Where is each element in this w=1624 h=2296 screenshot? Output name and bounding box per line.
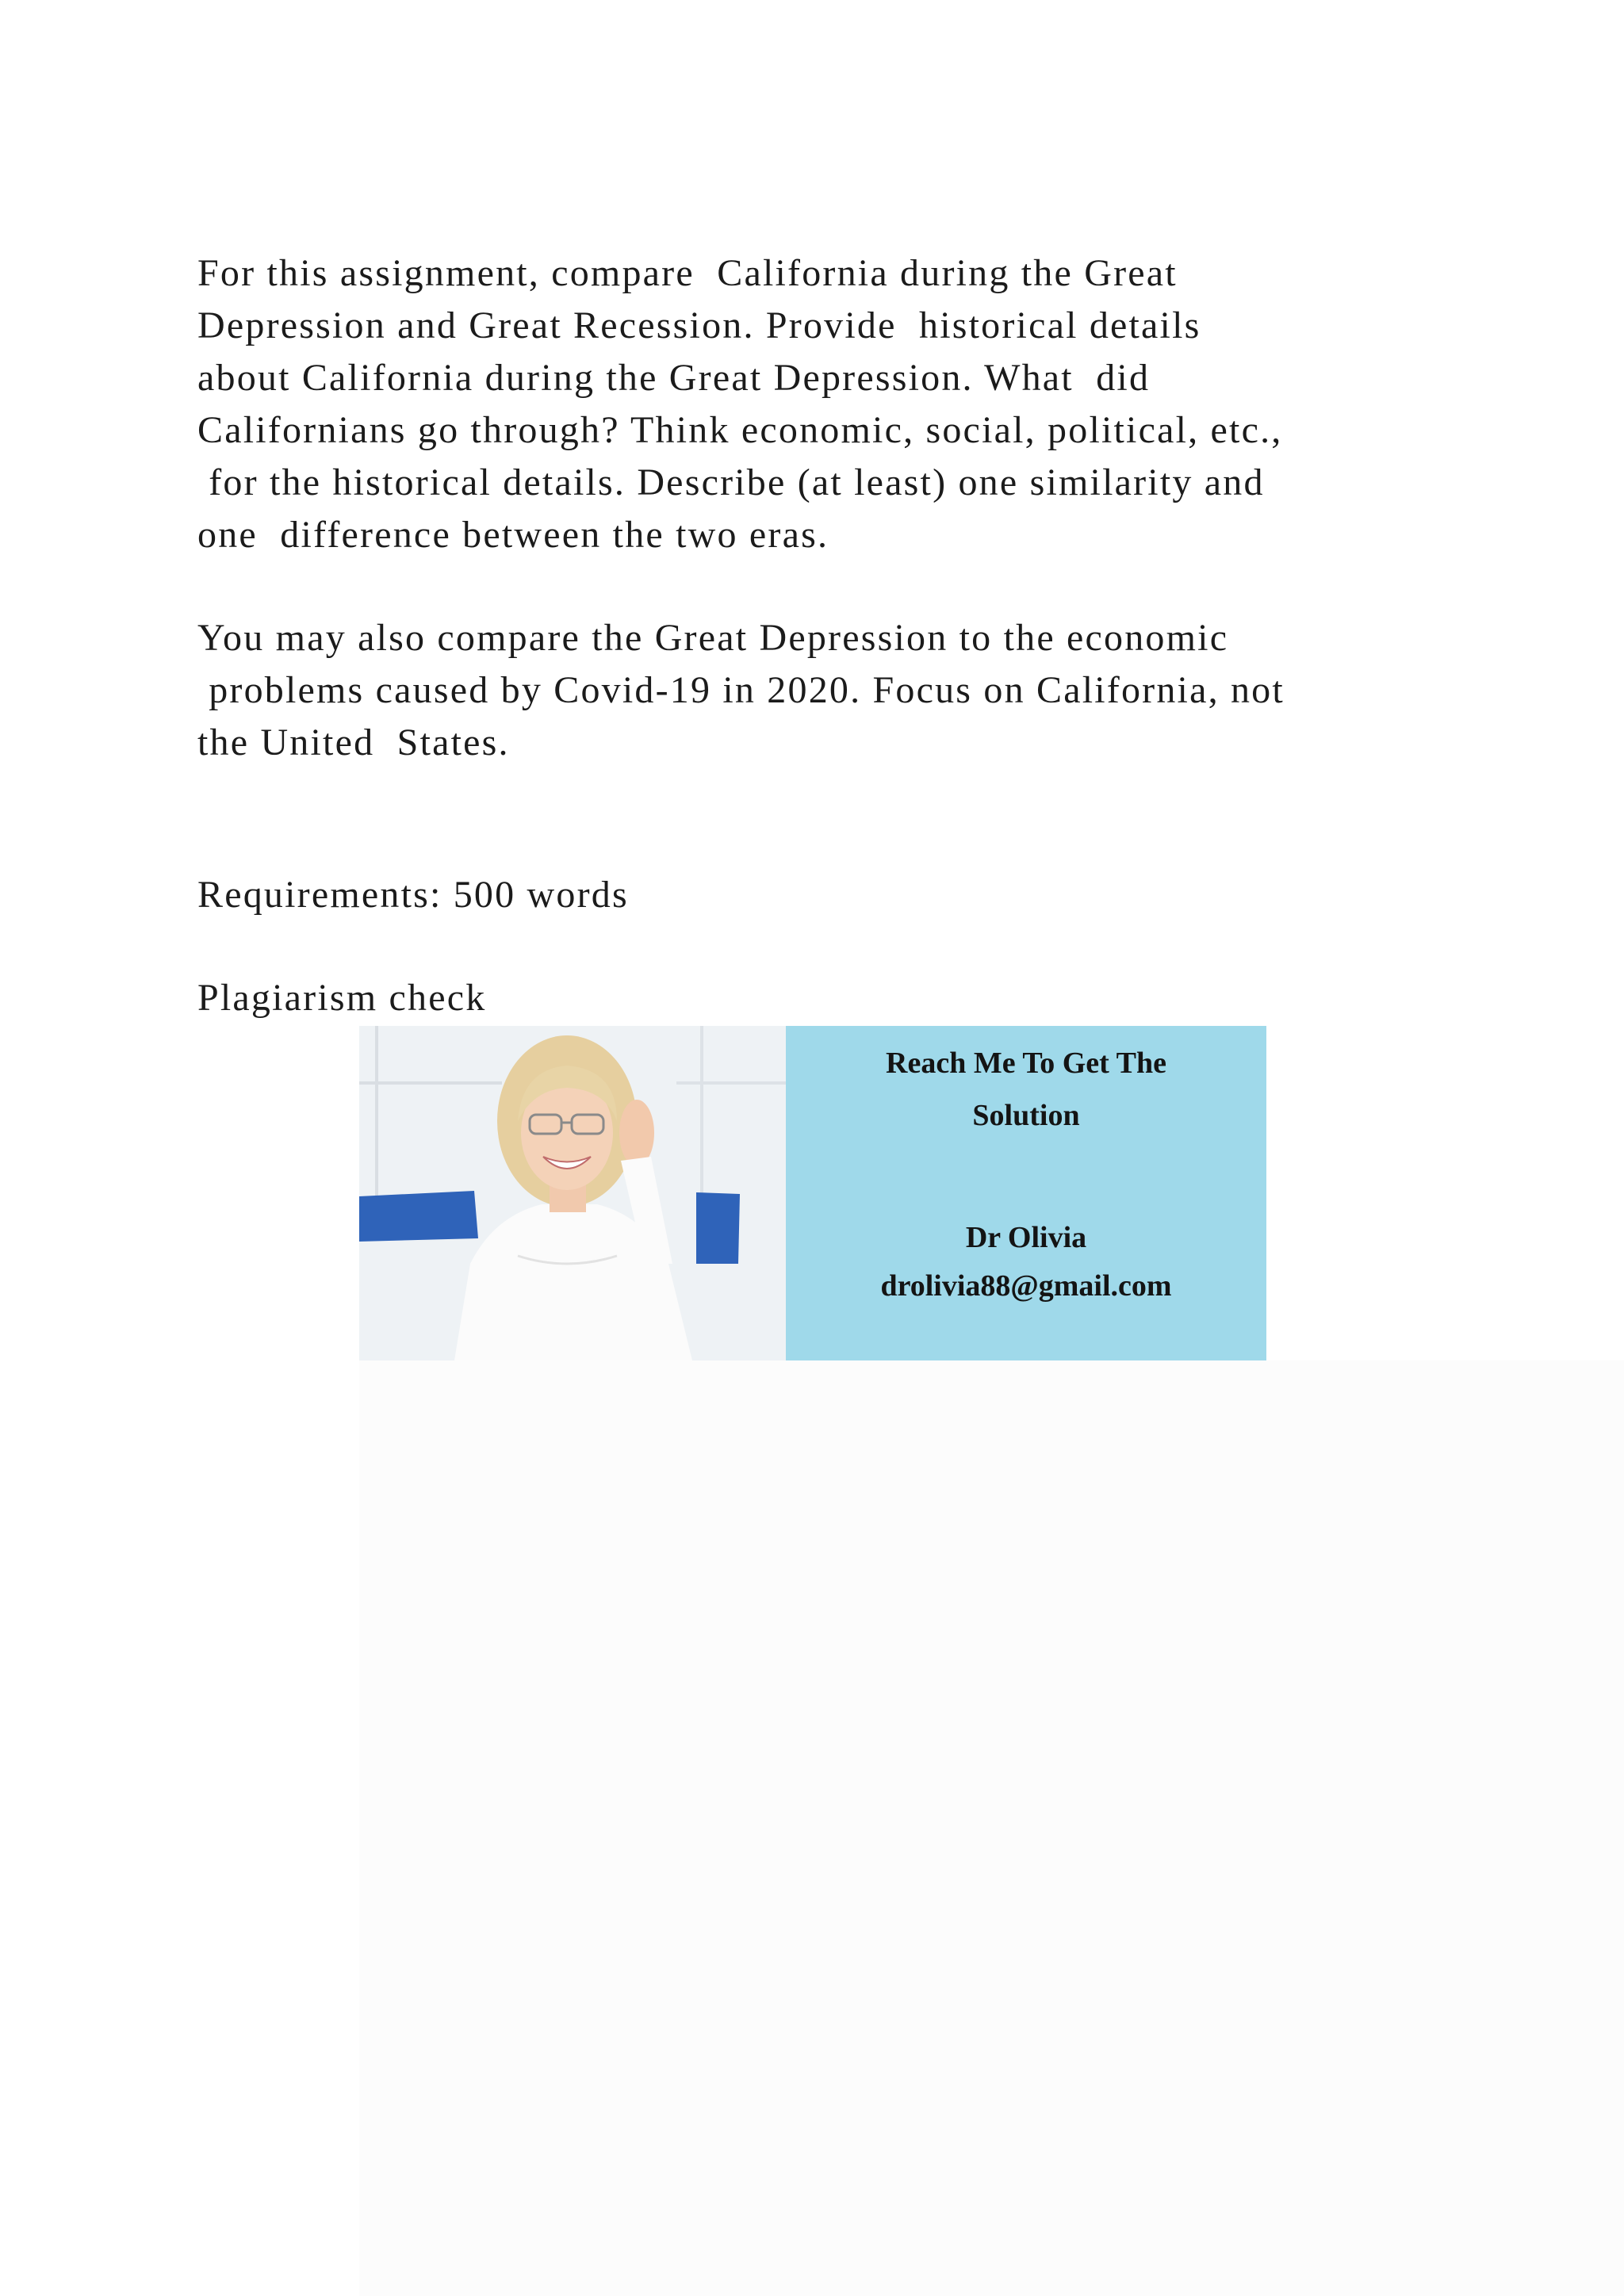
contact-banner — [359, 1026, 1266, 1360]
paragraph-1-line-6: one difference between the two eras. — [197, 514, 829, 556]
paragraph-1-line-1: For this assignment, compare California during the Great — [197, 252, 1178, 294]
paragraph-1-line-5: for the historical details. Describe (at least) one similarity and — [197, 461, 1265, 503]
paragraph-2-line-1: You may also compare the Great Depression to the economic — [197, 617, 1229, 659]
contact-info-panel — [786, 1026, 1266, 1360]
paragraph-1-line-4: Californians go through? Think economic, social, political, etc., — [197, 409, 1283, 451]
page-background-tint — [359, 1360, 1624, 2296]
paragraph-1-line-3: about California during the Great Depression. What did — [197, 357, 1151, 399]
paragraph-2-line-2: problems caused by Covid-19 in 2020. Focus on California, not — [197, 669, 1285, 711]
banner-heading-line-2: Solution — [972, 1099, 1080, 1132]
contact-name: Dr Olivia — [965, 1221, 1087, 1254]
portrait-photo — [359, 1026, 786, 1360]
requirements-text: Requirements: 500 words — [197, 874, 629, 916]
contact-email[interactable]: drolivia88@gmail.com — [880, 1269, 1172, 1303]
paragraph-1-line-2: Depression and Great Recession. Provide historical details — [197, 304, 1201, 346]
paragraph-2-line-3: the United States. — [197, 721, 510, 763]
plagiarism-text: Plagiarism check — [197, 977, 487, 1019]
banner-heading-line-1: Reach Me To Get The — [886, 1047, 1166, 1080]
portrait-illustration — [359, 1026, 786, 1360]
